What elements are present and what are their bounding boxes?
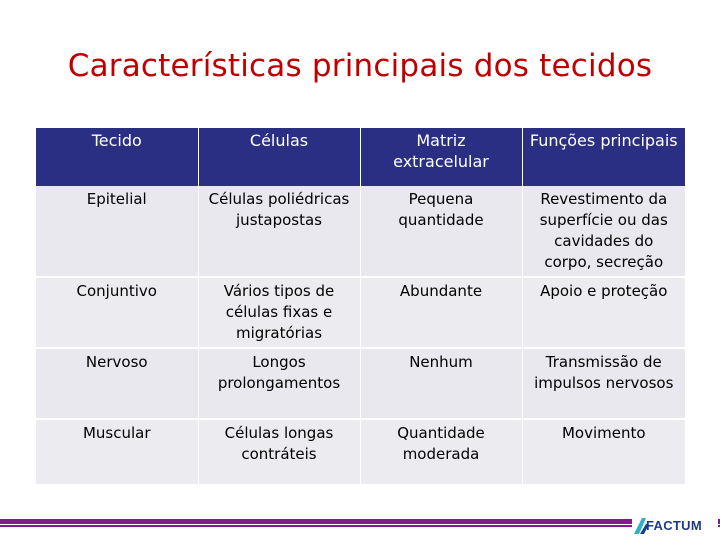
table-row bbox=[36, 277, 685, 348]
footer-bar-thin bbox=[0, 525, 720, 527]
cell-matriz: Nenhum bbox=[360, 348, 522, 419]
cell-matriz: Abundante bbox=[360, 277, 522, 348]
table-row bbox=[36, 348, 685, 419]
table-row bbox=[36, 419, 685, 484]
header-funcoes-principais: Funções principais bbox=[522, 128, 685, 186]
cell-celulas: Células longas contráteis bbox=[198, 419, 360, 484]
header-tecido: Tecido bbox=[36, 128, 198, 186]
cell-tecido: Muscular bbox=[36, 419, 198, 484]
table-header-row bbox=[36, 128, 685, 186]
cell-funcoes: Transmissão de impulsos nervosos bbox=[522, 348, 685, 419]
cell-celulas: Longos prolongamentos bbox=[198, 348, 360, 419]
cell-funcoes: Movimento bbox=[522, 419, 685, 484]
cell-celulas: Vários tipos de células fixas e migratórias bbox=[198, 277, 360, 348]
footer-bar bbox=[0, 519, 720, 524]
header-matriz-extracelular: Matriz extracelular bbox=[360, 128, 522, 186]
header-celulas: Células bbox=[198, 128, 360, 186]
table-row bbox=[36, 186, 685, 277]
factum-logo bbox=[632, 514, 718, 538]
cell-funcoes: Apoio e proteção bbox=[522, 277, 685, 348]
cell-tecido: Conjuntivo bbox=[36, 277, 198, 348]
cell-matriz: Quantidade moderada bbox=[360, 419, 522, 484]
cell-tecido: Nervoso bbox=[36, 348, 198, 419]
cell-celulas: Células poliédricas justapostas bbox=[198, 186, 360, 277]
cell-tecido: Epitelial bbox=[36, 186, 198, 277]
cell-funcoes: Revestimento da superfície ou das cavidades do corpo, secreção bbox=[522, 186, 685, 277]
slide-title: Características principais dos tecidos bbox=[67, 48, 653, 84]
cell-matriz: Pequena quantidade bbox=[360, 186, 522, 277]
logo-text: FACTUM bbox=[646, 518, 702, 533]
tissue-table bbox=[36, 128, 685, 484]
